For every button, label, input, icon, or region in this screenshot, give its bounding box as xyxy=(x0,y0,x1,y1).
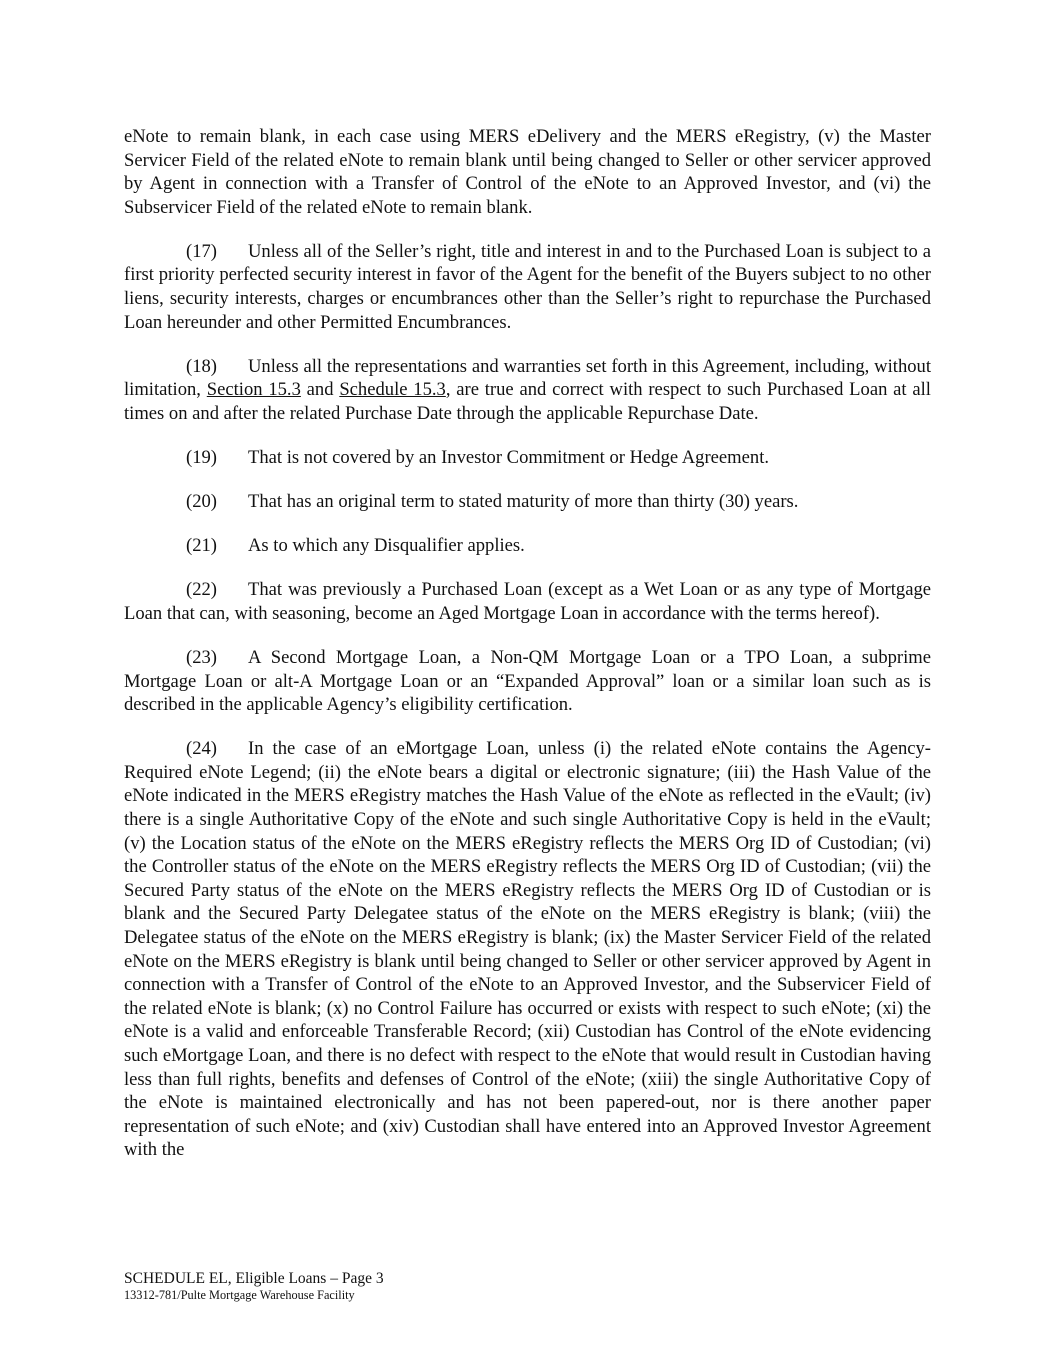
paragraph-number: (21) xyxy=(186,535,217,557)
paragraph-text: That has an original term to stated maturity of more than thirty (30) years. xyxy=(248,491,799,513)
paragraph-text: That is not covered by an Investor Commitment or Hedge Agreement. xyxy=(248,447,770,469)
footer-document-id: 13312-781/Pulte Mortgage Warehouse Facility xyxy=(124,1288,355,1302)
paragraph-text: That was previously a Purchased Loan (except as a Wet Loan or as any type of Mortgage Loan that can, with seasoning, become an Aged Mortgage Loan in accordance with the terms hereof). xyxy=(124,579,931,624)
schedule-reference-link[interactable]: Schedule 15.3 xyxy=(339,379,446,401)
paragraph-number: (18) xyxy=(186,355,217,377)
paragraph-21 xyxy=(124,534,931,558)
section-reference-link[interactable]: Section 15.3 xyxy=(206,379,301,401)
paragraph-19 xyxy=(124,446,931,470)
paragraph-22 xyxy=(124,578,931,625)
paragraph-text: , are true and correct with respect to such Purchased Loan at all times on and after the related Purchase Date through the applicable Repurchase Date. xyxy=(124,379,931,424)
document-body xyxy=(124,125,931,1182)
paragraph-continued: eNote to remain blank, in each case using MERS eDelivery and the MERS eRegistry, (v) the Master Servicer Field of the related eNote to remain blank until being changed to Seller or other servicer approved by Agent in connection with a Transfer of Control of the eNote to an Approved Investor, and (vi) the Subservicer Field of the related eNote to remain blank. xyxy=(124,126,931,218)
paragraph-number: (17) xyxy=(186,240,217,262)
paragraph-20 xyxy=(124,490,931,514)
paragraph-18 xyxy=(124,355,931,426)
paragraph-number: (22) xyxy=(186,579,217,601)
paragraph-number: (24) xyxy=(186,738,217,760)
paragraph-17 xyxy=(124,240,931,334)
paragraph-number: (19) xyxy=(186,447,217,469)
paragraph-text: and xyxy=(306,379,334,401)
paragraph-text: Unless all of the Seller’s right, title and interest in and to the Purchased Loan is subject to a first priority perfected security interest in favor of the Agent for the benefit of the Buyers subject to no other liens, security interests, charges or encumbrances other than the Seller’s right to repurchase the Purchased Loan hereunder and other Permitted Encumbrances. xyxy=(124,240,931,333)
page-footer xyxy=(124,1270,384,1303)
paragraph-text: In the case of an eMortgage Loan, unless (i) the related eNote contains the Agency-Required eNote Legend; (ii) the eNote bears a digital or electronic signature; (iii) the Hash Value of the eNote indicated in the MERS eRegistry matches the Hash Value of the eNote as reflected in the eVault; (iv) there is a single Authoritative Copy of the eNote and such single Authoritative Copy is held in the eVault; (v) the Location status of the eNote on the MERS eRegistry reflects the MERS Org ID of Custodian; (vi) the Controller status of the eNote on the MERS eRegistry reflects the MERS Org ID of Custodian; (vii) the Secured Party status of the eNote on the MERS eRegistry reflects the MERS Org ID of Custodian or is blank and the Secured Party Delegatee status of the eNote on the MERS eRegistry is blank; (viii) the Delegatee status of the eNote on the MERS eRegistry is blank; (ix) the Master Servicer Field of the related eNote on the MERS eRegistry is blank until being changed to Seller or other servicer approved by Agent in connection with a Transfer of Control of the eNote to an Approved Investor, and the Subservicer Field of the related eNote is blank; (x) no Control Failure has occurred or exists with respect to such eNote; (xi) the eNote is a valid and enforceable Transferable Record; (xii) Custodian has Control of the eNote evidencing such eMortgage Loan, and there is no defect with respect to the eNote that would result in Custodian having less than full rights, benefits and defenses of Control of the eNote; (xiii) the single Authoritative Copy of the eNote is maintained electronically and has not been papered-out, nor is there another paper representation of such eNote; and (xiv) Custodian shall have entered into an Approved Investor Agreement with the xyxy=(124,738,931,1161)
footer-page-label: SCHEDULE EL, Eligible Loans – Page 3 xyxy=(124,1270,384,1287)
paragraph-text: As to which any Disqualifier applies. xyxy=(248,535,525,557)
paragraph-23 xyxy=(124,646,931,717)
paragraph-text: A Second Mortgage Loan, a Non-QM Mortgage Loan or a TPO Loan, a subprime Mortgage Loan or alt-A Mortgage Loan or an “Expanded Approval” loan or a similar loan such as is described in the applicable Agency’s eligibility certification. xyxy=(124,647,931,716)
paragraph-number: (23) xyxy=(186,647,217,668)
paragraph-number: (20) xyxy=(186,491,217,513)
paragraph-text: Unless all the representations and warranties set forth in this Agreement, including, without limitation, xyxy=(124,355,931,401)
paragraph-24 xyxy=(124,737,931,1162)
